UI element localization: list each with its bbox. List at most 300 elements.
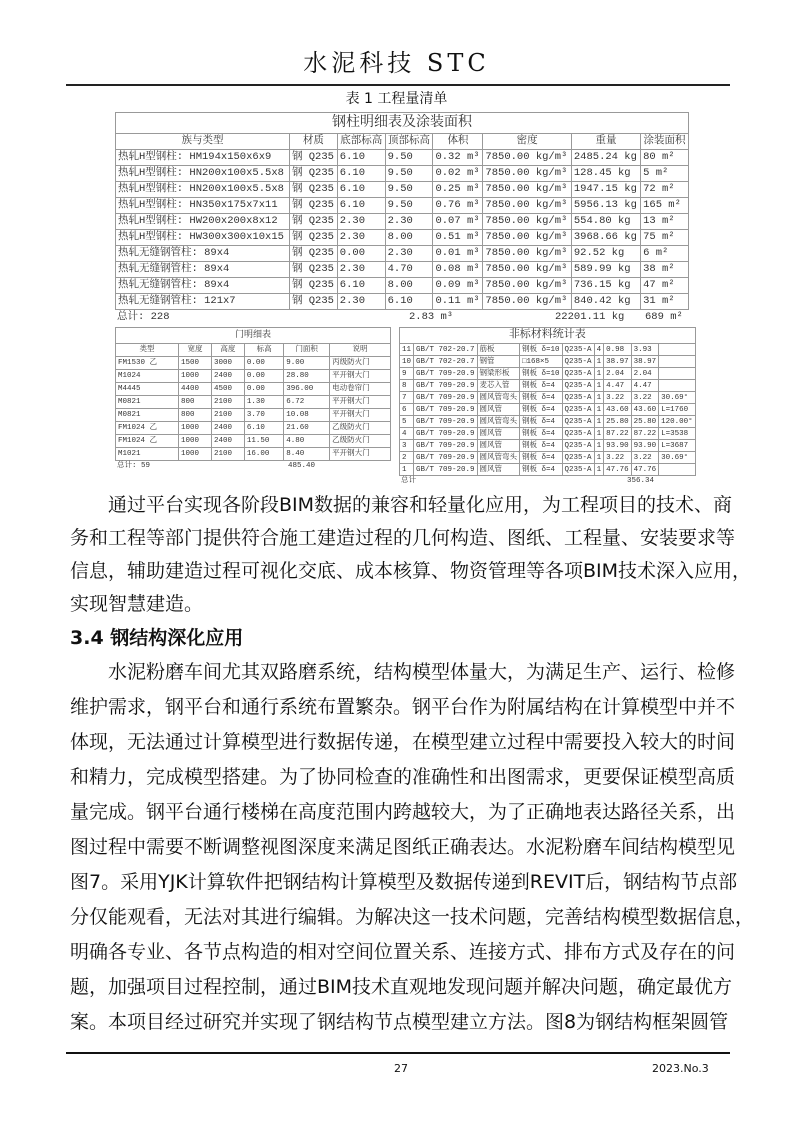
column-header: 门面积	[284, 344, 330, 357]
table-cell: 乙级防火门	[330, 435, 391, 448]
table-cell: 38 m²	[641, 262, 689, 278]
table-cell: 6.10	[337, 150, 385, 166]
table-cell: Q235-A	[562, 344, 594, 356]
table-cell: 3.93	[631, 344, 659, 356]
table-cell: 1	[594, 416, 604, 428]
column-header: 材质	[289, 134, 337, 150]
table-cell: M0821	[116, 409, 179, 422]
text-line: 实现智慧建造。	[70, 593, 204, 615]
table-cell: 6.10	[337, 166, 385, 182]
table-cell: Q235-A	[562, 356, 594, 368]
table-cell: 11.50	[244, 435, 283, 448]
table-cell: 9.50	[385, 182, 433, 198]
column-header: 体积	[433, 134, 483, 150]
table-cell: 3.70	[244, 409, 283, 422]
column-header: 涂装面积	[641, 134, 689, 150]
table-row	[116, 230, 689, 246]
table-cell: 38.97	[604, 356, 632, 368]
table-cell: 6 m²	[641, 246, 689, 262]
text-line: 信息，辅助建造过程可视化交底、成本核算、物资管理等各项BIM技术深入应用，	[70, 560, 752, 582]
table-cell: GB/T 709-20.9	[414, 404, 478, 416]
table-cell: 25.80	[631, 416, 659, 428]
table-cell: 1500	[179, 357, 212, 370]
table-title: 钢柱明细表及涂装面积	[116, 113, 689, 134]
table-cell: 3.22	[604, 392, 632, 404]
table-cell: 平开钢大门	[330, 448, 391, 461]
table-cell: 2.30	[385, 246, 433, 262]
table-cell: 钢板 δ=4	[520, 464, 563, 476]
table-cell: 1	[400, 464, 414, 476]
table-row	[116, 409, 391, 422]
page-number: 27	[394, 1062, 408, 1075]
table-cell	[659, 356, 696, 368]
table-cell: 1	[594, 368, 604, 380]
table-cell: 4.47	[604, 380, 632, 392]
table-cell: 6.10	[244, 422, 283, 435]
table-cell: 1	[594, 356, 604, 368]
table-cell: 钢 Q235	[289, 214, 337, 230]
text-line: 明确各专业、各节点构造的相对空间位置关系、连接方式、排布方式及存在的问	[70, 941, 736, 963]
table-row	[400, 440, 696, 452]
material-table-block	[399, 327, 693, 487]
table-cell: 圆风管弯头	[477, 452, 520, 464]
table-cell: 0.00	[337, 246, 385, 262]
table-row	[116, 246, 689, 262]
table-cell: 2.30	[337, 214, 385, 230]
table-cell: 电动卷帘门	[330, 383, 391, 396]
table-cell: 1000	[179, 448, 212, 461]
table-cell: 80 m²	[641, 150, 689, 166]
table-row	[116, 166, 689, 182]
table-cell: 钢板 δ=10	[520, 368, 563, 380]
table-cell: 圆风管弯头	[477, 392, 520, 404]
table-cell: 圆风管	[477, 404, 520, 416]
table-cell: 9.50	[385, 166, 433, 182]
table-cell: Q235-A	[562, 452, 594, 464]
column-header: 高度	[211, 344, 244, 357]
table-cell: 8.00	[385, 230, 433, 246]
table-cell: Q235-A	[562, 440, 594, 452]
table-cell: 热轧H型钢柱: HW300x300x10x15	[116, 230, 290, 246]
table-cell: 30.69°	[659, 452, 696, 464]
table-cell: 1	[594, 464, 604, 476]
table-cell	[659, 464, 696, 476]
table-row	[116, 198, 689, 214]
steel-table-totals	[115, 310, 689, 324]
table-cell: 筋板	[477, 344, 520, 356]
table-cell: 0.02 m³	[433, 166, 483, 182]
table-title-row	[400, 328, 696, 344]
table-cell: 钢 Q235	[289, 278, 337, 294]
table-cell: 92.52 kg	[571, 246, 640, 262]
paragraph-1	[0, 489, 793, 621]
table-cell: M0821	[116, 396, 179, 409]
material-total-label: 总计	[401, 477, 416, 485]
column-header: 族与类型	[116, 134, 290, 150]
issue-label: 2023.No.3	[652, 1062, 709, 1075]
table-cell: 6.10	[385, 294, 433, 310]
table-row	[400, 344, 696, 356]
table-cell: 31 m²	[641, 294, 689, 310]
table-cell: 4	[594, 344, 604, 356]
table-cell: 圆风管	[477, 428, 520, 440]
material-stat-table	[399, 327, 696, 476]
table-cell: 7850.00 kg/m³	[483, 214, 571, 230]
table-cell: 钢板 δ=4	[520, 452, 563, 464]
table-row	[116, 370, 391, 383]
table-cell: 圆风管	[477, 464, 520, 476]
table-cell: 3.22	[604, 452, 632, 464]
column-header: 密度	[483, 134, 571, 150]
table-cell: 25.80	[604, 416, 632, 428]
table-cell: Q235-A	[562, 392, 594, 404]
table-cell: 热轧无缝钢管柱: 89x4	[116, 278, 290, 294]
table-cell: 0.07 m³	[433, 214, 483, 230]
door-total-area: 485.40	[288, 462, 316, 470]
table-cell: 麦芯入管	[477, 380, 520, 392]
table-cell: 2.30	[337, 262, 385, 278]
table-cell: 1	[594, 440, 604, 452]
table-cell: 4.47	[631, 380, 659, 392]
table-cell: FM1024 乙	[116, 422, 179, 435]
table-cell: 1	[594, 452, 604, 464]
text-line: 案。本项目经过研究并实现了钢结构节点模型建立方法。图8为钢结构框架圆管	[70, 1011, 729, 1033]
table-cell: 7850.00 kg/m³	[483, 198, 571, 214]
material-total-weight: 356.34	[627, 477, 655, 485]
text-line: 图过程中需要不断调整视图深度来满足图纸正确表达。水泥粉磨车间结构模型见	[70, 836, 736, 858]
table-cell: Q235-A	[562, 428, 594, 440]
table-cell: 热轧H型钢柱: HM194x150x6x9	[116, 150, 290, 166]
table-row	[116, 182, 689, 198]
table-cell: 554.80 kg	[571, 214, 640, 230]
table-cell: 热轧H型钢柱: HN350x175x7x11	[116, 198, 290, 214]
door-table-totals	[115, 461, 391, 472]
text-line: 通过平台实现各阶段BIM数据的兼容和轻量化应用，为工程项目的技术、商	[108, 494, 733, 516]
table-cell: 4400	[179, 383, 212, 396]
table-cell: 钢 Q235	[289, 198, 337, 214]
table-cell: 0.01 m³	[433, 246, 483, 262]
table-cell	[659, 344, 696, 356]
table-cell: 0.32 m³	[433, 150, 483, 166]
table-row	[116, 214, 689, 230]
table-cell: 钢 Q235	[289, 182, 337, 198]
steel-column-table	[115, 112, 689, 310]
table-row	[400, 404, 696, 416]
text-line: 和精力，完成模型搭建。为了协同检查的准确性和出图需求，更要保证模型高质	[70, 766, 736, 788]
table-cell: 4.80	[284, 435, 330, 448]
steel-total-weight: 22201.11 kg	[555, 311, 625, 323]
table-cell: 7850.00 kg/m³	[483, 230, 571, 246]
table-cell: 2100	[211, 409, 244, 422]
table-cell: 2.30	[337, 230, 385, 246]
table-cell: 2.04	[604, 368, 632, 380]
journal-header: 水泥科技 STC	[303, 49, 490, 77]
table-cell: 10.08	[284, 409, 330, 422]
column-header: 宽度	[179, 344, 212, 357]
table-cell: 4	[400, 428, 414, 440]
table-cell: Q235-A	[562, 368, 594, 380]
table-cell: 2100	[211, 448, 244, 461]
table-cell: 0.00	[244, 357, 283, 370]
table-row	[400, 392, 696, 404]
table-cell: 840.42 kg	[571, 294, 640, 310]
table-cell: 4500	[211, 383, 244, 396]
table-cell: 16.00	[244, 448, 283, 461]
table-cell: GB/T 702-20.7	[414, 344, 478, 356]
table-cell: 2400	[211, 370, 244, 383]
text-line: 务和工程等部门提供符合施工建造过程的几何构造、图纸、工程量、安装要求等	[70, 527, 736, 549]
table-cell: 6.72	[284, 396, 330, 409]
table-cell: 热轧无缝钢管柱: 89x4	[116, 246, 290, 262]
table-cell: M1024	[116, 370, 179, 383]
table-cell: 7850.00 kg/m³	[483, 246, 571, 262]
table-cell: 47.76	[604, 464, 632, 476]
table-cell: 乙级防火门	[330, 422, 391, 435]
table-cell: 7850.00 kg/m³	[483, 294, 571, 310]
table-cell: 6.10	[337, 182, 385, 198]
table-cell: 165 m²	[641, 198, 689, 214]
table-cell: Q235-A	[562, 380, 594, 392]
table-cell: 8.40	[284, 448, 330, 461]
table-row	[400, 464, 696, 476]
table-cell: 钢板 δ=4	[520, 440, 563, 452]
table-cell: GB/T 709-20.9	[414, 440, 478, 452]
table-cell: 钢 Q235	[289, 166, 337, 182]
table-row	[116, 262, 689, 278]
table-cell: 2485.24 kg	[571, 150, 640, 166]
table-header-row	[116, 344, 391, 357]
table-cell: 钢 Q235	[289, 294, 337, 310]
table-cell: 75 m²	[641, 230, 689, 246]
table-cell: M4445	[116, 383, 179, 396]
table-cell: 0.76 m³	[433, 198, 483, 214]
table-row	[400, 380, 696, 392]
table-cell: 0.00	[244, 370, 283, 383]
table-cell: L=1760	[659, 404, 696, 416]
table-cell: 6.10	[337, 278, 385, 294]
table-cell: 0.00	[244, 383, 283, 396]
table-cell: FM1024 乙	[116, 435, 179, 448]
table-cell: 396.00	[284, 383, 330, 396]
table-cell: FM1530 乙	[116, 357, 179, 370]
text-line: 体现，无法通过计算模型进行数据传递，在模型建立过程中需要投入较大的时间	[70, 731, 736, 753]
table-cell: 800	[179, 396, 212, 409]
table-cell: 5	[400, 416, 414, 428]
table-cell: 钢 Q235	[289, 230, 337, 246]
table-cell: 钢 Q235	[289, 150, 337, 166]
material-table-totals	[399, 476, 689, 487]
table-cell: 5 m²	[641, 166, 689, 182]
table-cell: Q235-A	[562, 464, 594, 476]
table-cell: 1947.15 kg	[571, 182, 640, 198]
column-header: 重量	[571, 134, 640, 150]
table-cell: 热轧H型钢柱: HN200x100x5.5x8	[116, 166, 290, 182]
column-header: 顶部标高	[385, 134, 433, 150]
table-title: 门明细表	[116, 328, 391, 344]
table-cell: 2100	[211, 396, 244, 409]
table-cell: 47.76	[631, 464, 659, 476]
table-cell: 平开钢大门	[330, 370, 391, 383]
table-cell: GB/T 702-20.7	[414, 356, 478, 368]
table-row	[116, 396, 391, 409]
table-cell: L=3538	[659, 428, 696, 440]
steel-total-area: 689 m²	[645, 311, 683, 323]
table-cell: 1	[594, 428, 604, 440]
table-cell: 28.80	[284, 370, 330, 383]
table-cell: 钢板 δ=4	[520, 380, 563, 392]
table-cell: 7850.00 kg/m³	[483, 262, 571, 278]
table-row	[116, 448, 391, 461]
text-line: 水泥粉磨车间尤其双路磨系统，结构模型体量大，为满足生产、运行、检修	[108, 661, 736, 683]
table-cell: 0.51 m³	[433, 230, 483, 246]
table-cell: 钢板 δ=10	[520, 344, 563, 356]
table-cell: 热轧无缝钢管柱: 121x7	[116, 294, 290, 310]
table-cell: 3000	[211, 357, 244, 370]
table-row	[400, 452, 696, 464]
table-cell: GB/T 709-20.9	[414, 464, 478, 476]
table-cell: 5956.13 kg	[571, 198, 640, 214]
table-cell: 0.25 m³	[433, 182, 483, 198]
table-cell: 8.00	[385, 278, 433, 294]
table-cell: 2400	[211, 435, 244, 448]
table-cell: 6.10	[337, 198, 385, 214]
table-cell: GB/T 709-20.9	[414, 416, 478, 428]
text-line: 维护需求，钢平台和通行系统布置繁杂。钢平台作为附属结构在计算模型中并不	[70, 696, 736, 718]
table-cell: 3.22	[631, 392, 659, 404]
table-cell: 钢板 δ=4	[520, 416, 563, 428]
table-cell: 2.30	[385, 214, 433, 230]
table-row	[116, 422, 391, 435]
table-cell: 丙级防火门	[330, 357, 391, 370]
text-line: 题，加强项目过程控制，通过BIM技术直观地发现问题并解决问题，确定最优方	[70, 976, 733, 998]
table-cell: Q235-A	[562, 404, 594, 416]
lower-tables	[115, 327, 693, 487]
table-cell: 9.50	[385, 150, 433, 166]
steel-total-count: 总计: 228	[117, 311, 170, 323]
table-cell: 0.08 m³	[433, 262, 483, 278]
table-row	[116, 278, 689, 294]
table-cell: 3.22	[631, 452, 659, 464]
table-cell: 589.99 kg	[571, 262, 640, 278]
table-cell: 3968.66 kg	[571, 230, 640, 246]
table-row	[116, 294, 689, 310]
table-title-row	[116, 113, 689, 134]
table-cell: 2	[400, 452, 414, 464]
table-cell: 9.50	[385, 198, 433, 214]
table-row	[400, 416, 696, 428]
table-cell: 9	[400, 368, 414, 380]
table-caption: 表 1 工程量清单	[345, 91, 448, 107]
table-cell: 7850.00 kg/m³	[483, 166, 571, 182]
table-row	[116, 383, 391, 396]
table-cell: 13 m²	[641, 214, 689, 230]
table-cell: GB/T 709-20.9	[414, 380, 478, 392]
table-cell: M1021	[116, 448, 179, 461]
table-cell: 7850.00 kg/m³	[483, 150, 571, 166]
text-line: 分仅能观看，无法对其进行编辑。为解决这一技术问题，完善结构模型数据信息，	[70, 906, 755, 928]
table-cell: □168×5	[520, 356, 563, 368]
table-cell: 钢板 δ=4	[520, 428, 563, 440]
door-table-block	[115, 327, 391, 487]
table-cell: 热轧H型钢柱: HW200x200x8x12	[116, 214, 290, 230]
table-cell: 93.90	[604, 440, 632, 452]
table-cell: 30.69°	[659, 392, 696, 404]
table-cell	[659, 368, 696, 380]
table-row	[400, 428, 696, 440]
table-cell: 钢管	[477, 356, 520, 368]
table-cell: 1	[594, 392, 604, 404]
column-header: 说明	[330, 344, 391, 357]
table-cell: 热轧H型钢柱: HN200x100x5.5x8	[116, 182, 290, 198]
paragraph-2	[0, 655, 793, 1040]
table-cell: 0.09 m³	[433, 278, 483, 294]
table-cell: 43.60	[631, 404, 659, 416]
table-cell: L=3687	[659, 440, 696, 452]
table-cell: 128.45 kg	[571, 166, 640, 182]
table-cell: 钢 Q235	[289, 262, 337, 278]
table-cell: 8	[400, 380, 414, 392]
table-cell: 72 m²	[641, 182, 689, 198]
table-cell: 1000	[179, 435, 212, 448]
table-cell: 钢板 δ=4	[520, 392, 563, 404]
table-row	[400, 356, 696, 368]
table-cell: 0.98	[604, 344, 632, 356]
table-row	[116, 357, 391, 370]
table-cell: 38.97	[631, 356, 659, 368]
table-cell: 43.60	[604, 404, 632, 416]
table-cell: 87.22	[631, 428, 659, 440]
table-cell: 钢板 δ=4	[520, 404, 563, 416]
table-cell: 1000	[179, 370, 212, 383]
table-cell: GB/T 709-20.9	[414, 452, 478, 464]
section-heading: 3.4 钢结构深化应用	[70, 627, 244, 649]
table-cell: GB/T 709-20.9	[414, 368, 478, 380]
steel-table-block	[115, 112, 689, 324]
table-cell: 平开钢大门	[330, 396, 391, 409]
table-cell: 800	[179, 409, 212, 422]
table-cell: 7	[400, 392, 414, 404]
table-cell: 93.90	[631, 440, 659, 452]
table-row	[116, 150, 689, 166]
table-cell	[659, 380, 696, 392]
table-row	[116, 435, 391, 448]
table-cell: GB/T 709-20.9	[414, 428, 478, 440]
table-cell: 87.22	[604, 428, 632, 440]
table-cell: 1	[594, 380, 604, 392]
table-row	[400, 368, 696, 380]
table-cell: 1000	[179, 422, 212, 435]
door-total-count: 总计: 59	[117, 462, 151, 470]
table-cell: 7850.00 kg/m³	[483, 182, 571, 198]
table-title-row	[116, 328, 391, 344]
table-cell: 圆风管	[477, 440, 520, 452]
table-cell: 0.11 m³	[433, 294, 483, 310]
table-cell: 6	[400, 404, 414, 416]
door-schedule-table	[115, 327, 391, 461]
table-cell: 21.60	[284, 422, 330, 435]
table-cell: 2.04	[631, 368, 659, 380]
table-cell: 钢梁形板	[477, 368, 520, 380]
table-cell: 平开钢大门	[330, 409, 391, 422]
table-cell: 120.00°	[659, 416, 696, 428]
table-cell: 热轧无缝钢管柱: 89x4	[116, 262, 290, 278]
table-cell: 1	[594, 404, 604, 416]
table-cell: 1.30	[244, 396, 283, 409]
table-cell: 10	[400, 356, 414, 368]
table-cell: 圆风管弯头	[477, 416, 520, 428]
table-cell: 11	[400, 344, 414, 356]
table-cell: Q235-A	[562, 416, 594, 428]
